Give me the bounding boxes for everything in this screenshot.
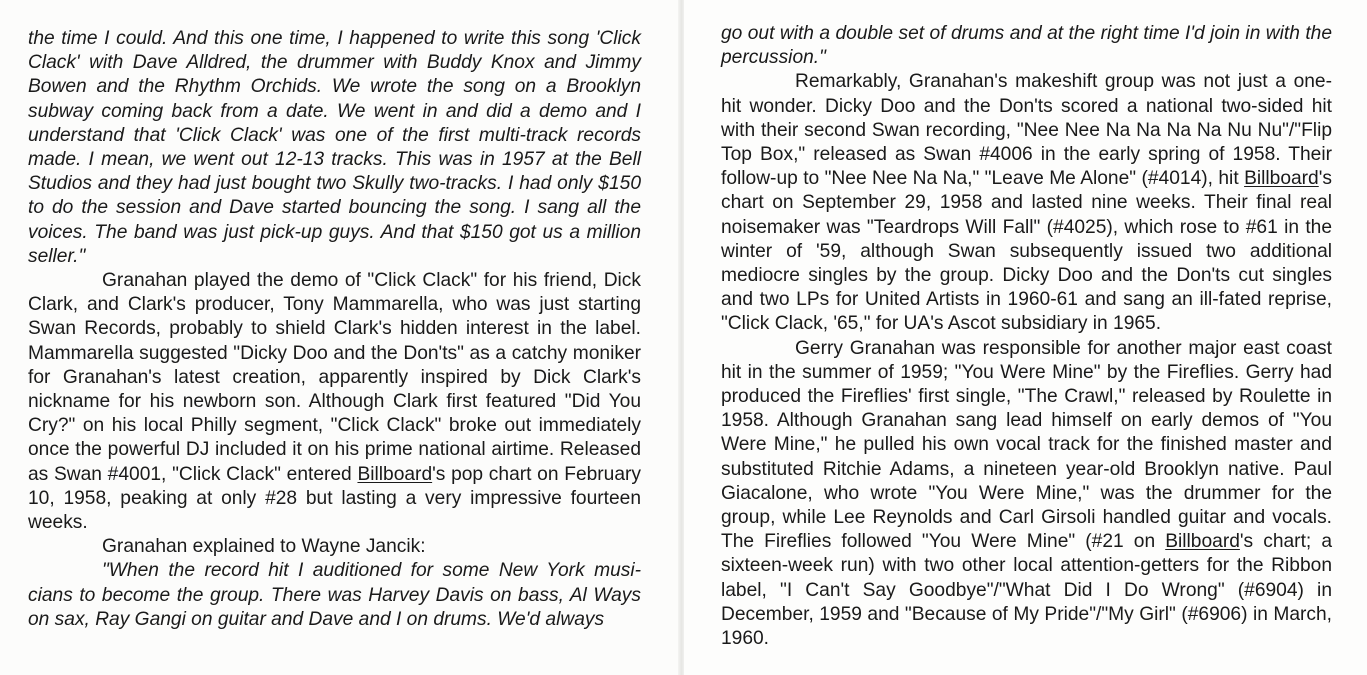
paragraph-text: Remarkably, Granahan's makeshift group was not just a one-hit wonder. Dicky Doo and the Don'ts scored a national two-sided hit with their second Swan recording, "Nee Nee Na Na Na Na Nu Nu"/"Flip Top Box," released as Swan #4006 in the early spring of 1958. Their follow-up to "Nee Nee Na Na," "Leave Me Alone" (#4014), hit <box>721 71 1332 190</box>
billboard-title: Billboard <box>357 463 433 485</box>
paragraph-click-clack-demo <box>28 269 641 535</box>
right-page-text <box>721 22 1332 651</box>
paragraph-text: 's chart; a sixteen-week run) with two other local attention-getters for the Ribbon label, "I Can't Say Goodbye"/"What Did I Do Wrong" (#6904) in December, 1959 and "Because of My Pride"/"My Girl" (#6906) in March, 1960. <box>721 531 1332 650</box>
paragraph-text: 's pop chart on February 10, 1958, peaking at only #28 but lasting a very impressive fourteen weeks. <box>28 463 642 534</box>
left-page-text <box>28 27 641 632</box>
paragraph-dicky-doo-hits <box>721 70 1332 336</box>
paragraph-text: Gerry Granahan was responsible for another major east coast hit in the summer of 1959; "You Were Mine" by the Fireflies. Gerry had produced the Fireflies' first single, "The Crawl," released by Roulette in 1958. Although Granahan sang lead himself on early demos of "You Were Mine," he pulled his own vocal track for the finished master and substituted Ritchie Adams, a nineteen year-old Brooklyn native. Paul Giacalone, who wrote "You Were Mine," was the drummer for the group, while Lee Reynolds and Carl Girsoli handled guitar and vocals. The Fireflies followed "You Were Mine" (#21 on <box>721 337 1332 553</box>
billboard-title: Billboard <box>1244 168 1319 190</box>
quote-ending: go out with a double set of drums and at the right time I'd join in with the percussion." <box>721 23 1332 69</box>
quote-auditions: "When the record hit I auditioned for some New York musi-cians to become the group. There was Harvey Davis on bass, Al Ways on sax, Ray Gangi on guitar and Dave and I on drums. We'd always <box>28 560 641 630</box>
paragraph-text: 's chart on September 29, 1958 and lasted nine weeks. Their final real noisemaker was "Teardrops Will Fall" (#4025), which rose to #61 in the winter of '59, although Swan subsequently issued two additional mediocre singles by the group. Dicky Doo and the Don'ts cut singles and two LPs for United Artists in 1960-61 and sang an ill-fated reprise, "Click Clack, '65," for UA's Ascot subsidiary in 1965. <box>721 168 1332 335</box>
paragraph-fireflies <box>721 337 1332 652</box>
left-page <box>0 0 680 675</box>
right-page <box>684 0 1367 675</box>
billboard-title: Billboard <box>1165 531 1240 553</box>
paragraph-text: Granahan played the demo of "Click Clack" for his friend, Dick Clark, and Clark's producer, Tony Mammarella, who was just starting Swan Records, probably to shield Clark's hidden interest in the label. Mammarella suggested "Dicky Doo and the Don'ts" as a catchy moniker for Granahan's latest creation, apparently inspired by Dick Clark's nickname for his newborn son. Although Clark first featured "Did You Cry?" on his local Philly segment, "Click Clack" broke out immediately once the powerful DJ included it on his prime national airtime. Released as Swan #4001, "Click Clack" entered <box>28 270 641 485</box>
quote-continuation: the time I could. And this one time, I happened to write this song 'Click Clack' with Dave Alldred, the drummer with Buddy Knox and Jimmy Bowen and the Rhythm Orchids. We wrote the song on a Brooklyn subway coming back from a date. We went in and did a demo and I understand that 'Click Clack' was one of the first multi-track records made. I mean, we went out 12-13 tracks. This was in 1957 at the Bell Studios and they had just bought two Skully two-tracks. I had only $150 to do the session and Dave started bouncing the song. I sang all the voices. The band was just pick-up guys. And that $150 got us a million seller." <box>28 28 641 267</box>
paragraph-jancik-intro: Granahan explained to Wayne Jancik: <box>102 536 426 558</box>
